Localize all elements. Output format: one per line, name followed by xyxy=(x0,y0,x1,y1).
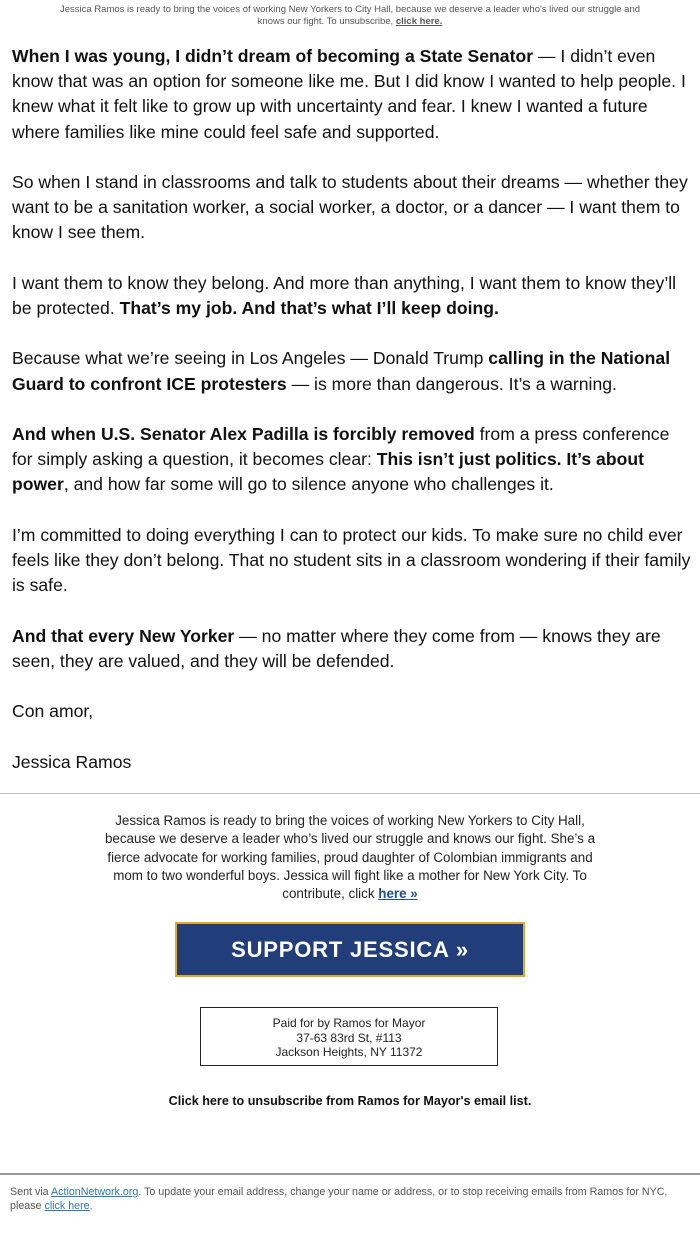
preheader-unsubscribe-link[interactable]: click here. xyxy=(395,15,443,27)
about-blurb xyxy=(100,812,600,903)
paid-for-line-3: Jackson Heights, NY 11372 xyxy=(275,1045,423,1060)
paragraph-3-text: I want them to know they belong. And more than anything, I want them to know they’ll be protected. xyxy=(12,272,677,318)
paragraph-4-text-b: — is more than dangerous. It’s a warning. xyxy=(286,373,617,394)
paragraph-7-text: — no matter where they come from — knows they are seen, they are valued, and they will be defended. xyxy=(12,625,661,671)
paragraph-5-text-a: from a press conference for simply asking a question, it becomes clear: xyxy=(12,423,670,470)
closing: Con amor, xyxy=(12,701,94,722)
paragraph-5 xyxy=(12,422,692,498)
paragraph-5-bold-b: This isn’t just politics. It’s about power xyxy=(12,449,644,495)
section-divider xyxy=(0,793,700,794)
contribute-link[interactable]: here » xyxy=(378,886,418,902)
paragraph-7-bold: And that every New Yorker xyxy=(12,625,235,646)
paid-for-disclaimer xyxy=(200,1007,498,1066)
support-jessica-button[interactable]: SUPPORT JESSICA » xyxy=(175,922,525,977)
actionnetwork-link[interactable]: ActionNetwork.org xyxy=(51,1186,139,1198)
paragraph-4-text-a: Because what we’re seeing in Los Angeles — Donald Trump xyxy=(12,348,489,369)
paid-for-line-1: Paid for by Ramos for Mayor xyxy=(272,1016,426,1030)
footer xyxy=(10,1185,695,1213)
paragraph-3 xyxy=(12,271,692,321)
footer-divider xyxy=(0,1173,700,1175)
footer-sent-via: Sent via xyxy=(10,1186,51,1198)
paragraph-5-bold-a: And when U.S. Senator Alex Padilla is forcibly removed xyxy=(12,423,475,444)
paragraph-4 xyxy=(12,346,692,396)
footer-text: . To update your email address, change your name or address, or to stop receiving emails from Ramos for NYC, please xyxy=(10,1186,668,1212)
footer-click-here-link[interactable]: click here xyxy=(44,1200,90,1212)
paragraph-3-bold: That’s my job. And that’s what I’ll keep doing. xyxy=(119,298,499,318)
paragraph-7 xyxy=(12,624,692,674)
paragraph-2: So when I stand in classrooms and talk to students about their dreams — whether they want to be a sanitation worker, a social worker, a doctor, or a dancer — I want them to know I see them. xyxy=(12,172,688,243)
paragraph-4-bold: calling in the National Guard to confront ICE protesters xyxy=(12,348,671,394)
preheader-text: Jessica Ramos is ready to bring the voices of working New Yorkers to City Hall, because we deserve a leader who's lived our struggle and knows our fight. To unsubscribe, xyxy=(60,4,641,27)
paragraph-6: I’m committed to doing everything I can to protect our kids. To make sure no child ever feels like they don’t belong. That no student sits in a classroom wondering if their family is safe. xyxy=(12,524,691,596)
unsubscribe-link[interactable]: Click here to unsubscribe from Ramos for Mayor's email list. xyxy=(168,1094,532,1108)
footer-end: . xyxy=(89,1200,93,1212)
letter-body xyxy=(12,44,692,800)
paid-for-line-2: 37-63 83rd St, #113 xyxy=(296,1030,402,1045)
signature: Jessica Ramos xyxy=(12,751,132,772)
paragraph-1-bold: When I was young, I didn’t dream of becoming a State Senator xyxy=(12,46,534,66)
paragraph-1 xyxy=(12,44,692,145)
paragraph-1-text: — I didn’t even know that was an option for someone like me. But I did know I wanted to help people. I knew what it felt like to grow up with uncertainty and fear. I knew I wanted a future where families like mine could feel safe and supported. xyxy=(12,46,686,142)
paragraph-5-text-b: , and how far some will go to silence anyone who challenges it. xyxy=(63,474,554,495)
about-text: Jessica Ramos is ready to bring the voices of working New Yorkers to City Hall, because we deserve a leader who’s lived our struggle and knows our fight. She’s a fierce advocate for working families, proud daughter of Colombian immigrants and mom to two wonderful boys. Jessica will fight like a mother for New York City. To contribute, click xyxy=(104,813,596,902)
preheader xyxy=(60,4,640,27)
